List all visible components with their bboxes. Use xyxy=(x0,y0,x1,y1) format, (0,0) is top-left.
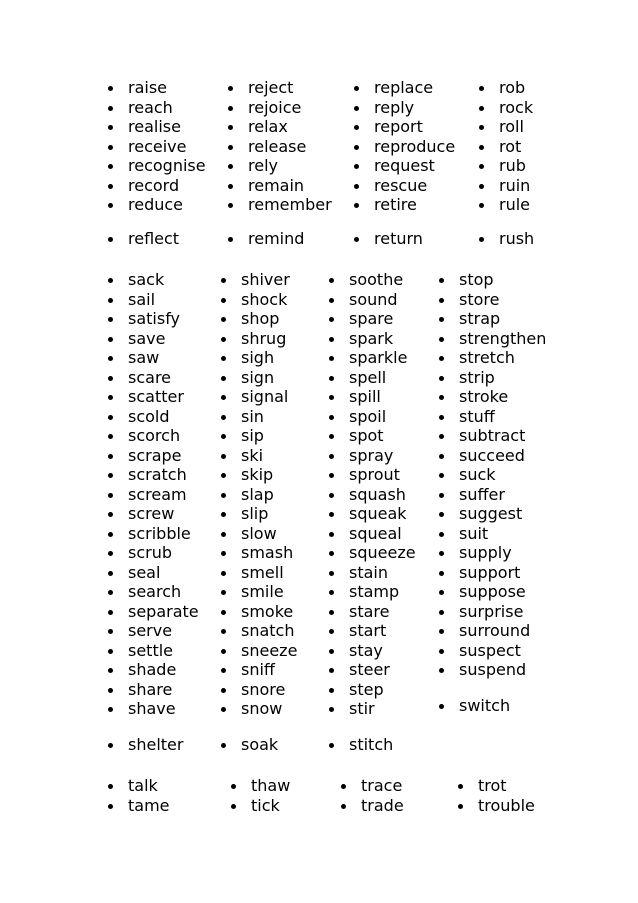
word-item: request xyxy=(354,156,455,176)
word-item: sound xyxy=(329,290,416,310)
word-item: support xyxy=(439,563,546,583)
word-item: return xyxy=(354,229,423,249)
word-item: snow xyxy=(221,699,297,719)
word-item: shop xyxy=(221,309,297,329)
r-words-main-column-4 xyxy=(479,78,533,215)
word-item: report xyxy=(354,117,455,137)
word-item: switch xyxy=(439,696,510,716)
word-item: spoil xyxy=(329,407,416,427)
word-item: trace xyxy=(341,776,404,796)
word-item: trouble xyxy=(458,796,535,816)
word-item: suck xyxy=(439,465,546,485)
word-item: soak xyxy=(221,735,278,755)
word-item: tick xyxy=(231,796,290,816)
word-item: squeal xyxy=(329,524,416,544)
word-item: suit xyxy=(439,524,546,544)
word-item: raise xyxy=(108,78,206,98)
word-item: rob xyxy=(479,78,533,98)
word-item: separate xyxy=(108,602,199,622)
word-item: spill xyxy=(329,387,416,407)
word-item: reject xyxy=(228,78,332,98)
r-words-main-column-1 xyxy=(108,78,206,215)
word-item: subtract xyxy=(439,426,546,446)
word-item: serve xyxy=(108,621,199,641)
word-item: ruin xyxy=(479,176,533,196)
word-item: shrug xyxy=(221,329,297,349)
word-item: realise xyxy=(108,117,206,137)
word-item: rock xyxy=(479,98,533,118)
word-item: settle xyxy=(108,641,199,661)
word-item: suspend xyxy=(439,660,546,680)
word-item: stamp xyxy=(329,582,416,602)
word-item: reflect xyxy=(108,229,179,249)
word-item: stroke xyxy=(439,387,546,407)
s-words-extra-column-1 xyxy=(108,735,183,755)
word-item: succeed xyxy=(439,446,546,466)
word-item: sprout xyxy=(329,465,416,485)
word-item: shave xyxy=(108,699,199,719)
word-item: sign xyxy=(221,368,297,388)
word-item: reply xyxy=(354,98,455,118)
word-item: seal xyxy=(108,563,199,583)
word-item: scratch xyxy=(108,465,199,485)
word-item: spot xyxy=(329,426,416,446)
word-item: suffer xyxy=(439,485,546,505)
word-item: slip xyxy=(221,504,297,524)
r-words-extra-column-2 xyxy=(228,229,304,249)
word-item: rely xyxy=(228,156,332,176)
word-item: sniff xyxy=(221,660,297,680)
s-words-main-column-1 xyxy=(108,270,199,719)
word-item: scrape xyxy=(108,446,199,466)
word-item: stay xyxy=(329,641,416,661)
word-item: tame xyxy=(108,796,170,816)
t-words-column-4 xyxy=(458,776,535,815)
word-item: shiver xyxy=(221,270,297,290)
word-item: satisfy xyxy=(108,309,199,329)
word-item: record xyxy=(108,176,206,196)
word-item: sack xyxy=(108,270,199,290)
word-item: squeak xyxy=(329,504,416,524)
word-item: skip xyxy=(221,465,297,485)
word-item: rot xyxy=(479,137,533,157)
word-item: retire xyxy=(354,195,455,215)
word-item: sigh xyxy=(221,348,297,368)
word-item: surprise xyxy=(439,602,546,622)
word-item: store xyxy=(439,290,546,310)
t-words-column-2 xyxy=(231,776,290,815)
word-item: shelter xyxy=(108,735,183,755)
word-item: scream xyxy=(108,485,199,505)
word-item: smoke xyxy=(221,602,297,622)
word-item: reach xyxy=(108,98,206,118)
word-item: slap xyxy=(221,485,297,505)
word-item: relax xyxy=(228,117,332,137)
word-item: step xyxy=(329,680,416,700)
word-item: reproduce xyxy=(354,137,455,157)
word-item: surround xyxy=(439,621,546,641)
word-item: suppose xyxy=(439,582,546,602)
word-item: sail xyxy=(108,290,199,310)
word-item: remain xyxy=(228,176,332,196)
word-item: shock xyxy=(221,290,297,310)
word-item: share xyxy=(108,680,199,700)
word-item: scold xyxy=(108,407,199,427)
word-item: suspect xyxy=(439,641,546,661)
word-item: rejoice xyxy=(228,98,332,118)
s-words-extra-column-2 xyxy=(221,735,278,755)
word-item: release xyxy=(228,137,332,157)
word-item: rush xyxy=(479,229,534,249)
word-item: save xyxy=(108,329,199,349)
word-item: supply xyxy=(439,543,546,563)
word-item: scrub xyxy=(108,543,199,563)
t-words-column-3 xyxy=(341,776,404,815)
word-item: scribble xyxy=(108,524,199,544)
word-item: squeeze xyxy=(329,543,416,563)
word-item: replace xyxy=(354,78,455,98)
word-item: stuff xyxy=(439,407,546,427)
s-words-extra-column-4 xyxy=(439,696,510,716)
word-item: start xyxy=(329,621,416,641)
word-item: stir xyxy=(329,699,416,719)
word-item: smash xyxy=(221,543,297,563)
word-item: signal xyxy=(221,387,297,407)
r-words-extra-column-3 xyxy=(354,229,423,249)
word-item: ski xyxy=(221,446,297,466)
word-item: snore xyxy=(221,680,297,700)
word-item: search xyxy=(108,582,199,602)
word-item: sparkle xyxy=(329,348,416,368)
r-words-extra-column-4 xyxy=(479,229,534,249)
word-item: stop xyxy=(439,270,546,290)
word-item: snatch xyxy=(221,621,297,641)
word-item: talk xyxy=(108,776,170,796)
r-words-main-column-2 xyxy=(228,78,332,215)
word-item: trade xyxy=(341,796,404,816)
s-words-extra-column-3 xyxy=(329,735,393,755)
word-item: strap xyxy=(439,309,546,329)
word-item: stain xyxy=(329,563,416,583)
r-words-extra-column-1 xyxy=(108,229,179,249)
word-item: sip xyxy=(221,426,297,446)
word-item: squash xyxy=(329,485,416,505)
word-item: soothe xyxy=(329,270,416,290)
word-item: rule xyxy=(479,195,533,215)
word-item: spray xyxy=(329,446,416,466)
word-item: scare xyxy=(108,368,199,388)
word-item: scatter xyxy=(108,387,199,407)
s-words-main-column-4 xyxy=(439,270,546,680)
word-item: strengthen xyxy=(439,329,546,349)
word-item: sneeze xyxy=(221,641,297,661)
word-item: thaw xyxy=(231,776,290,796)
word-item: rub xyxy=(479,156,533,176)
word-item: sin xyxy=(221,407,297,427)
word-item: spare xyxy=(329,309,416,329)
word-item: shade xyxy=(108,660,199,680)
word-item: receive xyxy=(108,137,206,157)
word-item: recognise xyxy=(108,156,206,176)
s-words-main-column-2 xyxy=(221,270,297,719)
word-item: slow xyxy=(221,524,297,544)
word-item: spark xyxy=(329,329,416,349)
s-words-main-column-3 xyxy=(329,270,416,719)
word-item: stitch xyxy=(329,735,393,755)
word-item: roll xyxy=(479,117,533,137)
word-item: trot xyxy=(458,776,535,796)
r-words-main-column-3 xyxy=(354,78,455,215)
word-item: screw xyxy=(108,504,199,524)
word-item: smell xyxy=(221,563,297,583)
word-item: rescue xyxy=(354,176,455,196)
word-item: suggest xyxy=(439,504,546,524)
word-item: smile xyxy=(221,582,297,602)
word-item: spell xyxy=(329,368,416,388)
word-item: scorch xyxy=(108,426,199,446)
word-item: reduce xyxy=(108,195,206,215)
t-words-column-1 xyxy=(108,776,170,815)
word-item: steer xyxy=(329,660,416,680)
word-item: stare xyxy=(329,602,416,622)
word-item: remind xyxy=(228,229,304,249)
word-item: stretch xyxy=(439,348,546,368)
word-item: saw xyxy=(108,348,199,368)
word-item: remember xyxy=(228,195,332,215)
word-item: strip xyxy=(439,368,546,388)
